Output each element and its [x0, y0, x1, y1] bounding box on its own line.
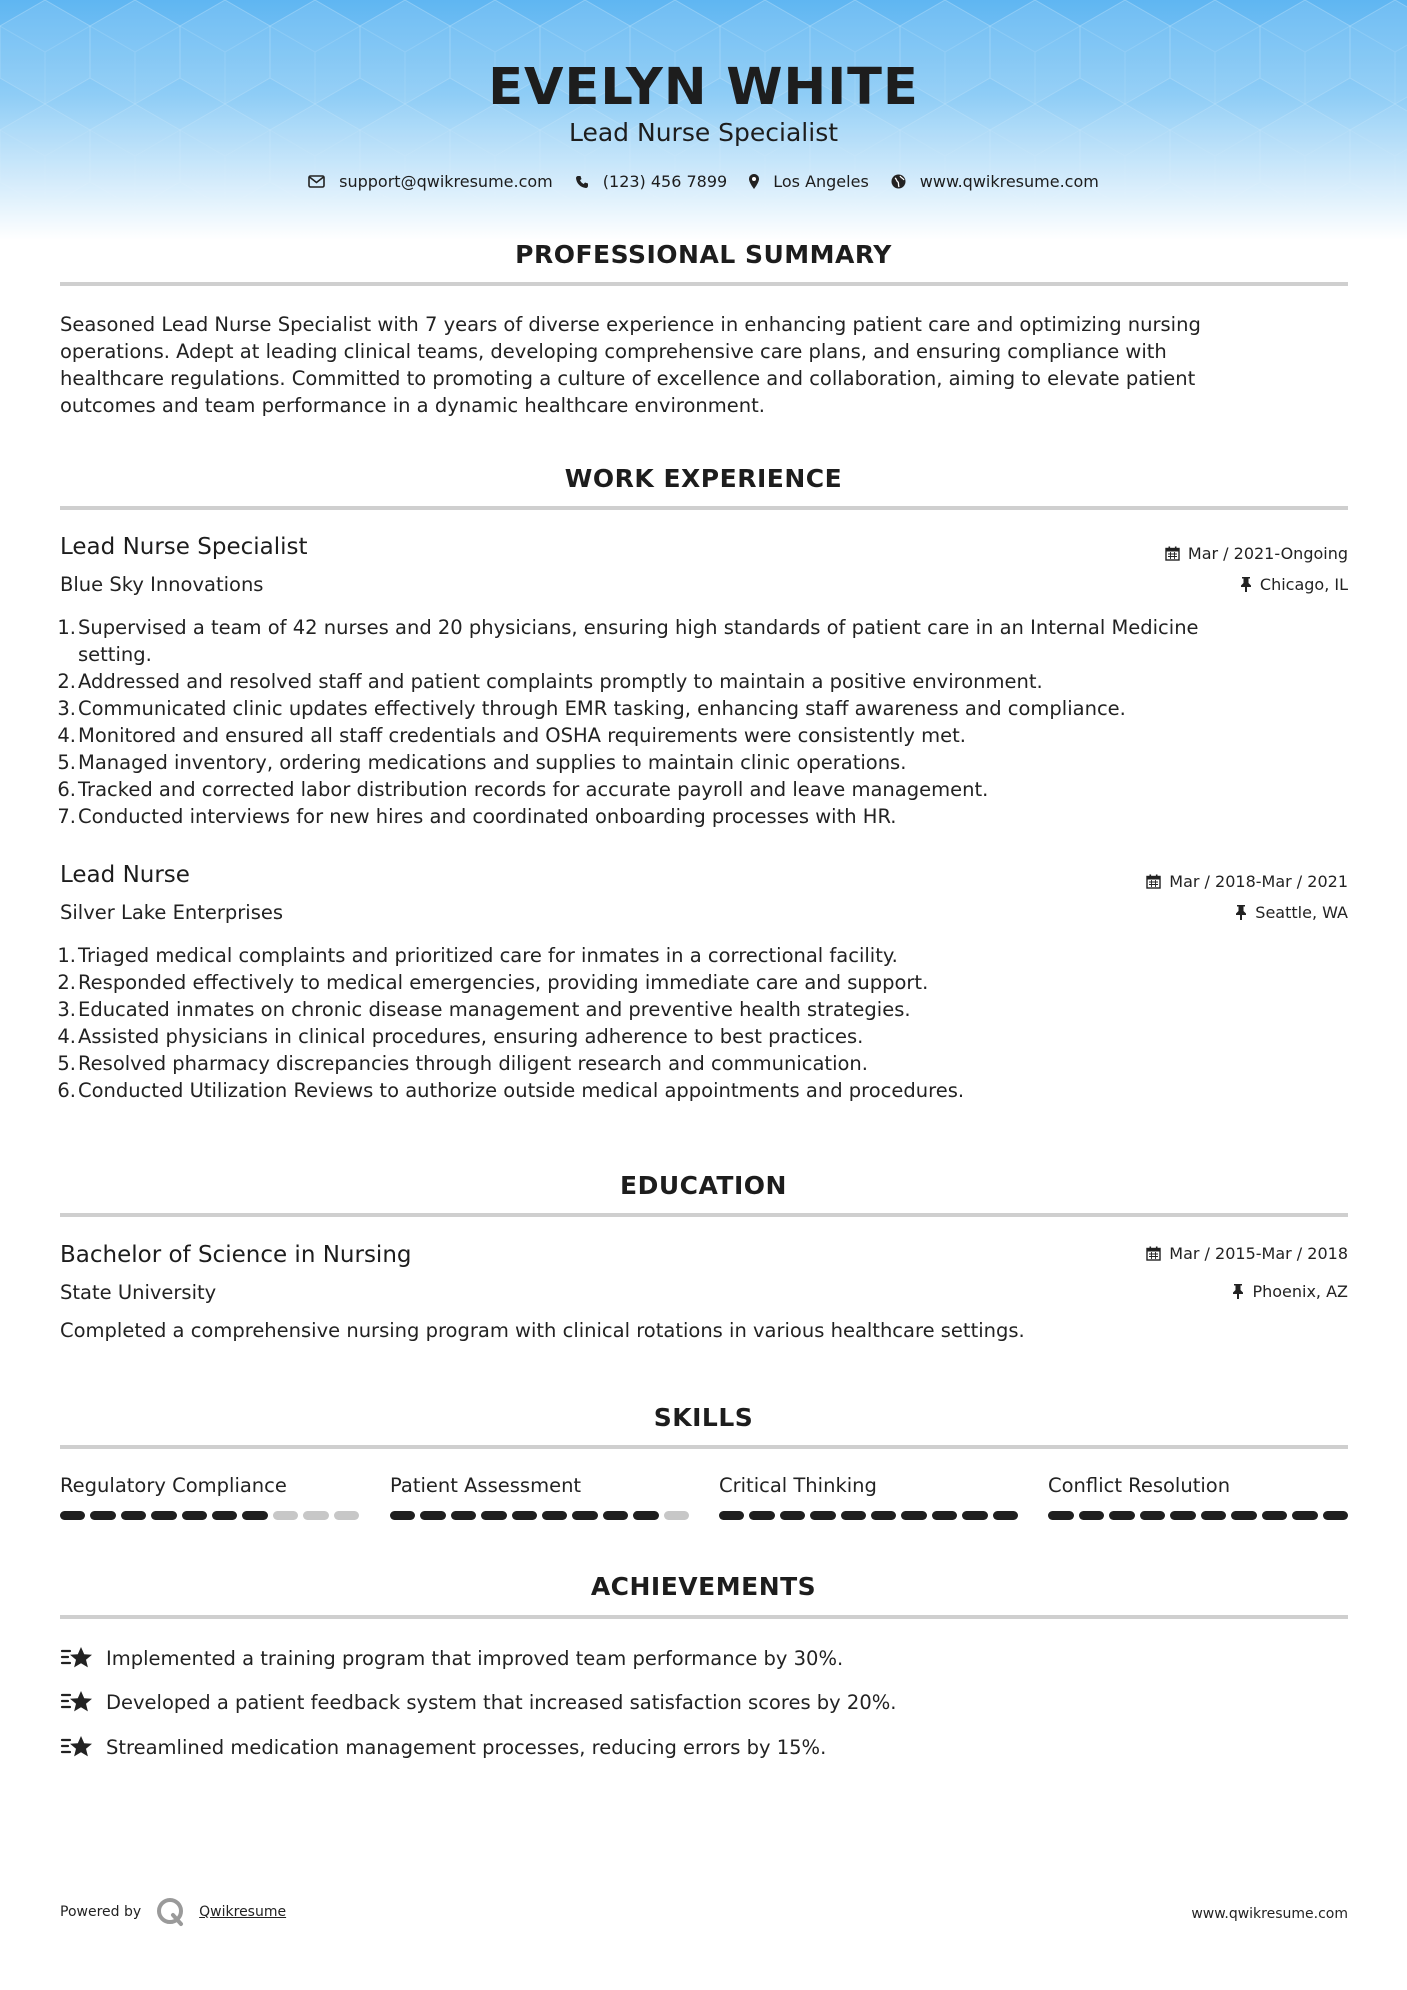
list-item: 2. Addressed and resolved staff and patient complaints promptly to maintain a positive environment.	[57, 670, 1043, 693]
skill-segment-filled	[420, 1511, 445, 1520]
company-name: Blue Sky Innovations	[60, 573, 264, 596]
section-heading-summary: PROFESSIONAL SUMMARY	[515, 240, 892, 269]
section-divider	[60, 506, 1348, 510]
education-location	[1232, 1282, 1348, 1301]
education-location-text: Phoenix, AZ	[1252, 1282, 1348, 1301]
skill-segment-filled	[1262, 1511, 1288, 1520]
skill-level-bar	[390, 1511, 689, 1520]
skill-segment-filled	[749, 1511, 774, 1520]
globe-icon	[891, 174, 906, 189]
list-item: 1. Triaged medical complaints and prioritized care for inmates in a correctional facility.	[57, 944, 898, 967]
star-achievement-icon	[60, 1645, 94, 1671]
footer-powered-by	[60, 1896, 286, 1928]
calendar-icon	[1165, 546, 1180, 561]
skill-segment-filled	[451, 1511, 476, 1520]
skill-segment-empty	[664, 1511, 689, 1520]
list-item: 4. Monitored and ensured all staff credentials and OSHA requirements were consistently met.	[57, 724, 967, 747]
section-divider	[60, 1213, 1348, 1217]
job-title: Lead Nurse	[60, 862, 190, 888]
skill-segment-filled	[512, 1511, 537, 1520]
star-achievement-icon	[60, 1734, 94, 1760]
skill-segment-filled	[212, 1511, 237, 1520]
list-item: 6. Conducted Utilization Reviews to authorize outside medical appointments and procedures.	[57, 1079, 965, 1102]
skill-segment-filled	[542, 1511, 567, 1520]
skill-segment-filled	[719, 1511, 744, 1520]
list-item: 4. Assisted physicians in clinical procedures, ensuring adherence to best practices.	[57, 1025, 864, 1048]
phone-icon	[575, 175, 589, 189]
skill-segment-filled	[1292, 1511, 1318, 1520]
job-bullets	[57, 614, 1350, 830]
skill-segment-filled	[151, 1511, 176, 1520]
achievement-text: Streamlined medication management processes, reducing errors by 15%.	[106, 1735, 827, 1759]
degree-title: Bachelor of Science in Nursing	[60, 1242, 412, 1268]
job-location	[1235, 903, 1348, 922]
list-item: 5. Managed inventory, ordering medications and supplies to maintain clinic operations.	[57, 751, 907, 774]
summary-text	[60, 311, 1348, 419]
skill-segment-filled	[1079, 1511, 1105, 1520]
skill-segment-empty	[273, 1511, 298, 1520]
skill-segment-filled	[901, 1511, 926, 1520]
skill-segment-filled	[1323, 1511, 1349, 1520]
list-item: 7. Conducted interviews for new hires and coordinated onboarding processes with HR.	[57, 805, 897, 828]
achievement-text: Implemented a training program that improved team performance by 30%.	[106, 1646, 844, 1670]
list-item: 6. Tracked and corrected labor distribution records for accurate payroll and leave management.	[57, 778, 989, 801]
qwikresume-link[interactable]: Qwikresume	[199, 1904, 287, 1920]
section-heading-education: EDUCATION	[620, 1171, 787, 1200]
skill-segment-filled	[1140, 1511, 1166, 1520]
pushpin-icon	[1240, 577, 1252, 592]
list-item: 2. Responded effectively to medical emergencies, providing immediate care and support.	[57, 971, 929, 994]
pushpin-icon	[1235, 905, 1247, 920]
summary-line: Seasoned Lead Nurse Specialist with 7 years of diverse experience in enhancing patient care and optimizing nursing	[60, 313, 1201, 336]
list-item: 3. Educated inmates on chronic disease management and preventive health strategies.	[57, 998, 911, 1021]
job-location	[1240, 575, 1348, 594]
skill-segment-filled	[182, 1511, 207, 1520]
calendar-icon	[1146, 1246, 1161, 1261]
skill-name: Regulatory Compliance	[60, 1474, 287, 1497]
summary-line: healthcare regulations. Committed to promoting a culture of excellence and collaboration, aiming to elevate patient	[60, 367, 1196, 390]
skill-segment-filled	[572, 1511, 597, 1520]
pushpin-icon	[1232, 1284, 1244, 1299]
skill-segment-filled	[121, 1511, 146, 1520]
summary-line: outcomes and team performance in a dynamic healthcare environment.	[60, 394, 765, 417]
achievement-item	[60, 1734, 826, 1760]
skill-segment-filled	[390, 1511, 415, 1520]
skill-segment-filled	[993, 1511, 1018, 1520]
contact-email[interactable]	[308, 172, 553, 191]
skill-segment-filled	[633, 1511, 658, 1520]
contact-website-text[interactable]: www.qwikresume.com	[919, 172, 1099, 191]
skill-segment-filled	[90, 1511, 115, 1520]
skill-level-bar	[1048, 1511, 1348, 1520]
skill-name: Patient Assessment	[390, 1474, 582, 1497]
contact-website[interactable]	[891, 172, 1099, 191]
section-divider	[60, 1445, 1348, 1449]
list-item: 3. Communicated clinic updates effectively through EMR tasking, enhancing staff awareness and compliance.	[57, 697, 1126, 720]
candidate-title: Lead Nurse Specialist	[568, 118, 839, 147]
summary-line: operations. Adept at leading clinical teams, developing comprehensive care plans, and ensuring compliance with	[60, 340, 1167, 363]
achievement-item	[60, 1645, 843, 1671]
skill-segment-filled	[603, 1511, 628, 1520]
job-location-text: Seattle, WA	[1255, 903, 1348, 922]
job-dates-text: Mar / 2018-Mar / 2021	[1169, 872, 1348, 891]
skill-segment-filled	[871, 1511, 896, 1520]
skill-segment-empty	[303, 1511, 328, 1520]
section-heading-achievements: ACHIEVEMENTS	[590, 1572, 817, 1601]
job-bullets	[57, 942, 1350, 1104]
contact-phone[interactable]	[575, 172, 727, 191]
achievement-item	[60, 1689, 896, 1715]
job-location-text: Chicago, IL	[1259, 575, 1348, 594]
job-title: Lead Nurse Specialist	[60, 534, 308, 560]
school-name: State University	[60, 1281, 217, 1304]
job-dates	[1146, 872, 1348, 891]
skill-segment-filled	[810, 1511, 835, 1520]
section-divider	[60, 282, 1348, 286]
skill-name: Conflict Resolution	[1048, 1474, 1231, 1497]
list-item: 5. Resolved pharmacy discrepancies through diligent research and communication.	[57, 1052, 868, 1075]
contact-location-text: Los Angeles	[773, 172, 869, 191]
envelope-icon	[308, 175, 325, 188]
job-dates	[1165, 544, 1348, 563]
skill-segment-filled	[1231, 1511, 1257, 1520]
education-description: Completed a comprehensive nursing program with clinical rotations in various healthcare settings.	[60, 1319, 1025, 1342]
skill-level-bar	[60, 1511, 359, 1520]
skill-segment-filled	[962, 1511, 987, 1520]
footer-website[interactable]: www.qwikresume.com	[1191, 1906, 1348, 1922]
skill-segment-filled	[1109, 1511, 1135, 1520]
section-heading-skills: SKILLS	[653, 1403, 754, 1432]
map-pin-icon	[749, 174, 759, 189]
section-divider	[60, 1615, 1348, 1619]
section-heading-experience: WORK EXPERIENCE	[564, 464, 843, 493]
contact-location	[749, 172, 869, 191]
skill-segment-empty	[334, 1511, 359, 1520]
skill-segment-filled	[481, 1511, 506, 1520]
contact-phone-text[interactable]: (123) 456 7899	[602, 172, 728, 191]
skill-level-bar	[719, 1511, 1018, 1520]
skill-segment-filled	[780, 1511, 805, 1520]
skill-segment-filled	[60, 1511, 85, 1520]
contact-bar	[0, 172, 1407, 191]
job-dates-text: Mar / 2021-Ongoing	[1187, 544, 1348, 563]
qwikresume-logo-icon	[155, 1896, 187, 1928]
skill-name: Critical Thinking	[719, 1474, 877, 1497]
skill-segment-filled	[932, 1511, 957, 1520]
star-achievement-icon	[60, 1689, 94, 1715]
list-item: 1. Supervised a team of 42 nurses and 20 physicians, ensuring high standards of patient care in an Internal Medicine setting.	[57, 616, 1199, 666]
skill-segment-filled	[1170, 1511, 1196, 1520]
candidate-name: EVELYN WHITE	[488, 58, 919, 117]
education-dates	[1146, 1244, 1348, 1263]
achievement-text: Developed a patient feedback system that increased satisfaction scores by 20%.	[106, 1690, 897, 1714]
skill-segment-filled	[841, 1511, 866, 1520]
company-name: Silver Lake Enterprises	[60, 901, 284, 924]
powered-by-label: Powered by	[60, 1904, 142, 1920]
calendar-icon	[1146, 874, 1161, 889]
skill-segment-filled	[242, 1511, 267, 1520]
education-dates-text: Mar / 2015-Mar / 2018	[1169, 1244, 1348, 1263]
contact-email-text[interactable]: support@qwikresume.com	[339, 172, 553, 191]
skill-segment-filled	[1048, 1511, 1074, 1520]
skill-segment-filled	[1201, 1511, 1227, 1520]
